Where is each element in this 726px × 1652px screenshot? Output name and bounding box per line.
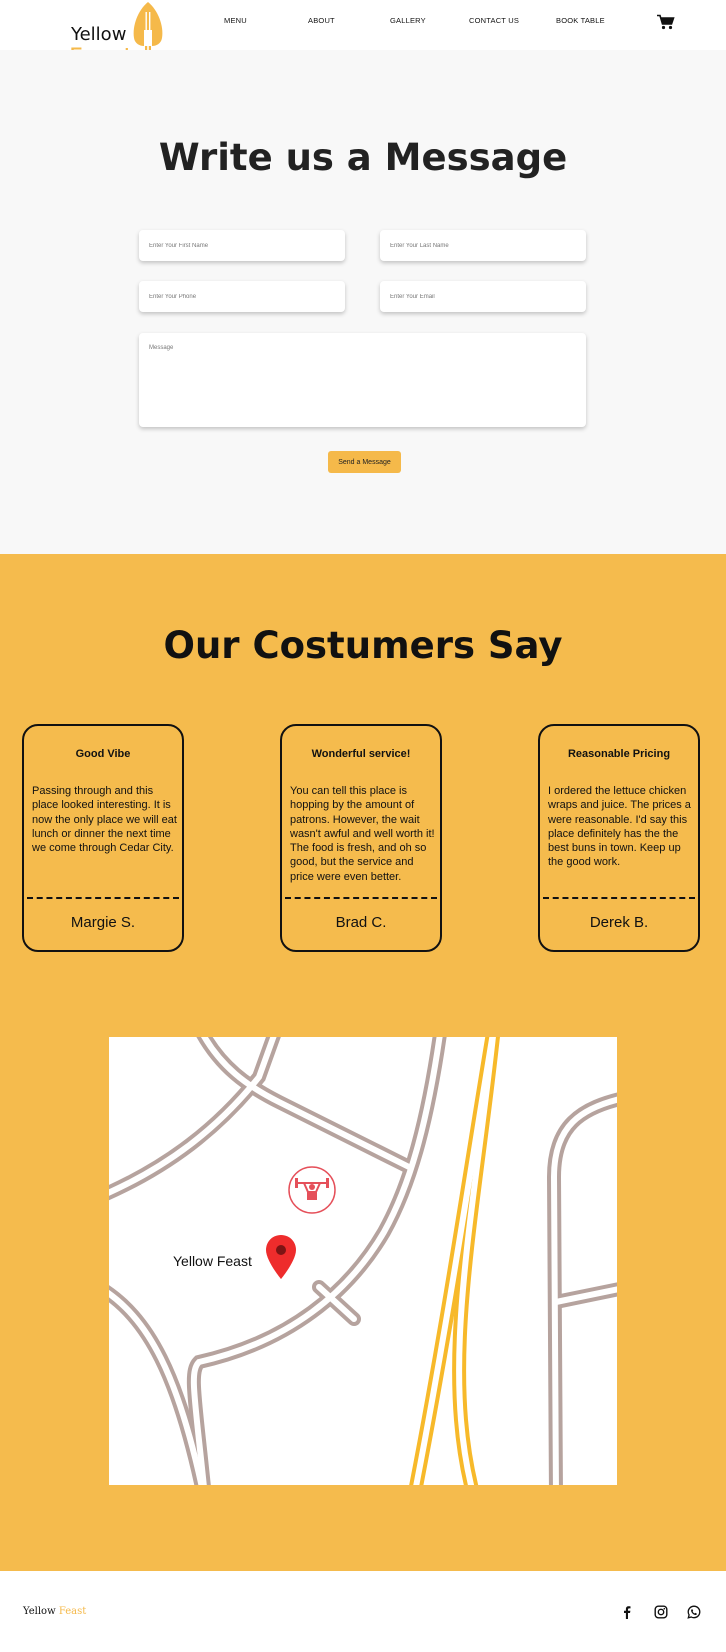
testimonial-heading: Reasonable Pricing [567,748,671,760]
shopping-cart-icon[interactable] [657,14,675,30]
send-message-button[interactable]: Send a Message [328,451,401,473]
phone-input[interactable] [139,281,345,312]
testimonial-body: You can tell this place is hopping by the amount of patrons. However, the wait wasn't awful and well worth it! The food is fresh, and oh so good, but the service and price were even better. [290,785,435,883]
footer-logo-yellow: Yellow [23,1606,56,1617]
testimonials-title: Our Costumers Say [163,624,563,667]
contact-section [0,50,726,554]
dashed-divider [27,897,179,899]
top-navbar [0,0,726,50]
map-pin-icon[interactable] [264,1233,298,1281]
testimonial-body: I ordered the lettuce chicken wraps and juice. The prices a were reasonable. I'd say this place definitely has the the best buns in town. Keep up the good work. [548,785,691,869]
testimonial-heading: Good Vibe [75,748,131,760]
map-location-label: Yellow Feast [173,1253,252,1269]
email-input[interactable] [380,281,586,312]
last-name-input[interactable] [380,230,586,261]
logo-text-yellow: Yellow [71,24,127,45]
testimonial-card [538,724,700,952]
first-name-input[interactable] [139,230,345,261]
facebook-icon[interactable] [620,1605,634,1619]
testimonial-card [280,724,442,952]
weightlifter-icon [287,1165,337,1215]
testimonial-body: Passing through and this place looked interesting. It is now the only place we will eat lunch or dinner the next time we come through Cedar City. [32,785,177,855]
dashed-divider [543,897,695,899]
nav-link-book-table[interactable]: BOOK TABLE [556,16,605,25]
nav-link-menu[interactable]: MENU [224,16,247,25]
testimonial-author: Margie S. [70,914,136,931]
nav-link-about[interactable]: ABOUT [308,16,335,25]
testimonial-heading: Wonderful service! [311,748,411,760]
testimonial-author: Derek B. [589,914,649,931]
location-map[interactable] [109,1037,617,1485]
nav-link-gallery[interactable]: GALLERY [390,16,426,25]
whatsapp-icon[interactable] [687,1605,701,1619]
dashed-divider [285,897,437,899]
instagram-icon[interactable] [654,1605,668,1619]
message-textarea[interactable] [139,333,586,427]
nav-link-contact-us[interactable]: CONTACT US [469,16,520,25]
testimonial-author: Brad C. [335,914,387,931]
footer-logo[interactable] [23,1606,86,1617]
footer-logo-feast: Feast [58,1606,87,1617]
testimonial-card [22,724,184,952]
testimonials-section [0,554,726,1571]
nav-links [210,16,605,30]
contact-title: Write us a Message [158,136,568,179]
footer [0,1571,726,1652]
